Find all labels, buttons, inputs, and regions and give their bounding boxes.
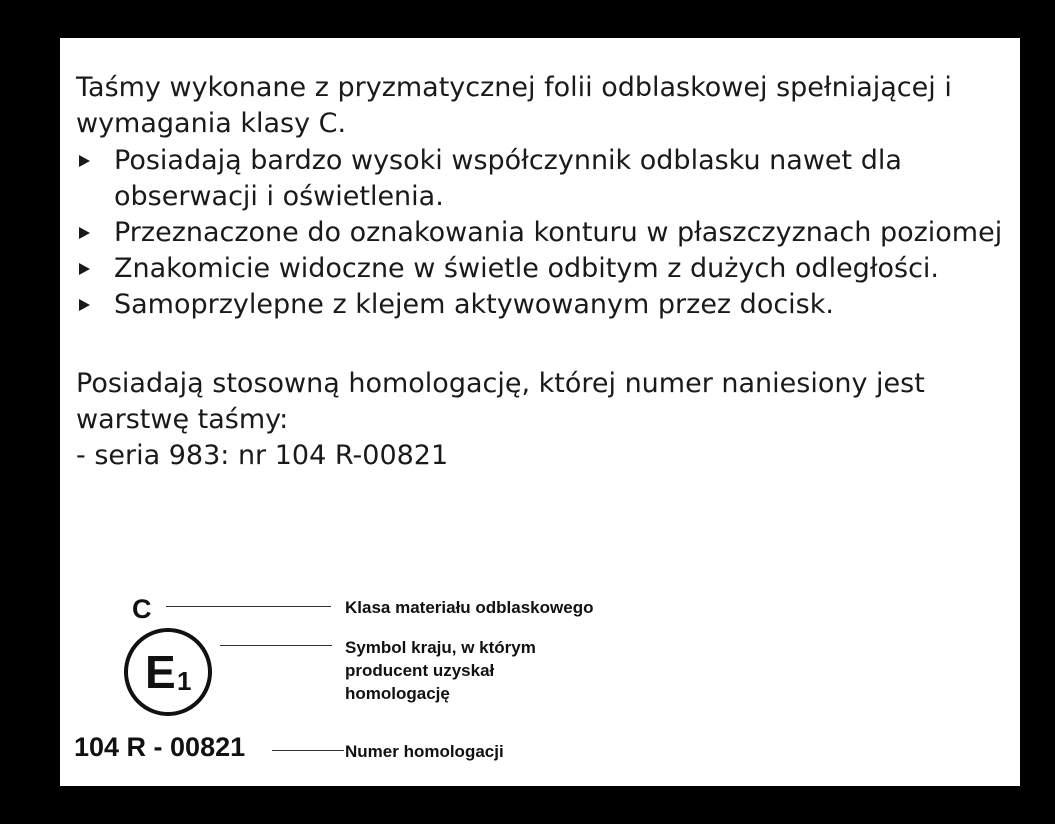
list-item: [76, 287, 1020, 323]
homologation-number: 104 R - 00821: [74, 732, 246, 762]
list-item-line: Posiadają bardzo wysoki współczynnik odblasku nawet dla: [114, 145, 902, 176]
list-item-line: Znakomicie widoczne w świetle odbitym z dużych odległości.: [114, 253, 940, 284]
country-label-line: producent uzyskał: [345, 661, 495, 680]
list-item-line: Przeznaczone do oznakowania konturu w płaszczyznach poziomej: [114, 217, 1003, 248]
homologation-paragraph: [76, 366, 1020, 474]
homologation-line-2: warstwę taśmy:: [76, 404, 289, 435]
bullet-triangle-icon: [79, 263, 90, 275]
document-panel: [60, 38, 1020, 786]
number-label: Numer homologacji: [345, 742, 504, 761]
bullet-triangle-icon: [79, 299, 90, 311]
homologation-line-1: Posiadają stosowną homologację, której numer naniesiony jest: [76, 368, 925, 399]
intro-line-2: wymagania klasy C.: [76, 108, 347, 139]
list-item-line: obserwacji i oświetlenia.: [114, 181, 444, 212]
e-mark-number: 1: [177, 666, 192, 696]
intro-paragraph: [76, 70, 1020, 142]
e-mark-letter: E: [145, 646, 176, 698]
feature-list: [76, 143, 1020, 323]
list-item: [76, 251, 1020, 287]
bullet-triangle-icon: [79, 227, 90, 239]
country-label-line: homologację: [345, 684, 450, 703]
country-leader-line: [220, 645, 332, 646]
list-item-line: Samoprzylepne z klejem aktywowanym przez docisk.: [114, 289, 834, 320]
country-label: [345, 636, 536, 705]
homologation-series: - seria 983: nr 104 R-00821: [76, 440, 449, 471]
number-leader-line: [272, 750, 344, 751]
class-mark: C: [132, 594, 152, 624]
class-leader-line: [166, 606, 331, 607]
bullet-triangle-icon: [79, 155, 90, 167]
intro-line-1: Taśmy wykonane z pryzmatycznej folii odblaskowej spełniającej i: [76, 72, 952, 103]
class-label: Klasa materiału odblaskowego: [345, 598, 594, 617]
list-item: [76, 143, 1020, 215]
country-label-line: Symbol kraju, w którym: [345, 638, 536, 657]
list-item: [76, 215, 1020, 251]
e-mark-icon: [124, 628, 212, 716]
